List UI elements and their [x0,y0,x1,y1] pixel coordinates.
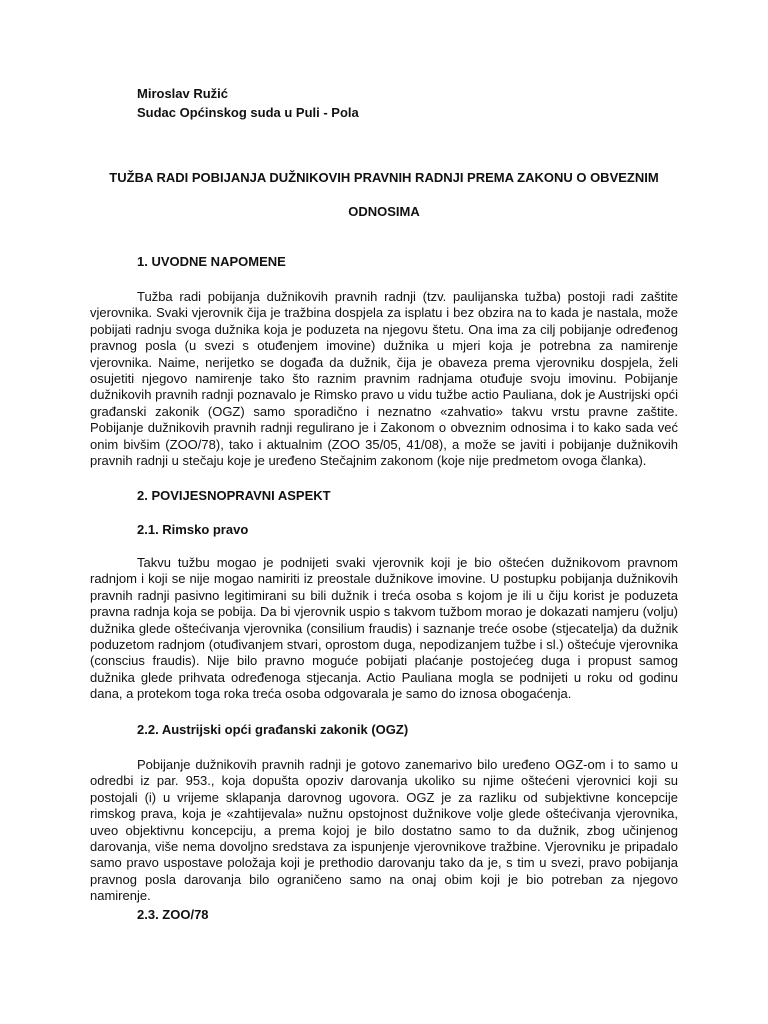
author-name: Miroslav Ružić [137,86,229,101]
section-2-1-heading: 2.1. Rimsko pravo [137,522,249,537]
document-title-line-2: ODNOSIMA [348,204,420,219]
section-2-2-heading: 2.2. Austrijski opći građanski zakonik (OGZ) [137,722,409,737]
section-2-heading: 2. POVIJESNOPRAVNI ASPEKT [137,488,331,503]
section-2-2-paragraph: Pobijanje dužnikovih pravnih radnji je gotovo zanemarivo bilo uređeno OGZ-om i to samo u odredbi iz par. 953., koja dopušta opoziv darovanja ukoliko su njime oštećeni vjerovnici koji su postojali (i) u vrijeme sklapanja darovnog ugovora. OGZ je za razliku od subjektivne koncepcije rimskog prava, koja je «zahtijevala» nužnu opstojnost dužnikove volje glede oštećivanja vjerovnika, uveo objektivnu koncepciju, a prema kojoj je bilo dostatno samo to da dužnik, zbog učinjenog darovanja, više nema dovoljno sredstava za ispunjenje vjerovnikove tražbine. Vjerovniku je pripadalo samo pravo uspostave položaja koji je prethodio darovanju tako da je, s tim u svezi, pravo pobijanja pravnog posla darovanja bilo ograničeno samo na onaj obim koji je bio potreban za njegovo namirenje. [90,757,678,904]
section-2-3-heading: 2.3. ZOO/78 [137,907,209,922]
document-title-line-1: TUŽBA RADI POBIJANJA DUŽNIKOVIH PRAVNIH RADNJI PREMA ZAKONU O OBVEZNIM [109,170,659,185]
author-position: Sudac Općinskog suda u Puli - Pola [137,105,359,120]
section-1-paragraph: Tužba radi pobijanja dužnikovih pravnih radnji (tzv. paulijanska tužba) postoji radi zaštite vjerovnika. Svaki vjerovnik čija je tražbina dospjela za isplatu i bez obzira na to kada je nastala, može pobijati radnju svoga dužnika koja je poduzeta na njegovu štetu. Ona ima za cilj pobijanje određenog pravnog posla (u svezi s otuđenjem imovine) dužnika u mjeri koja je potrebna za namirenje vjerovnika. Naime, nerijetko se događa da dužnik, čija je obaveza prema vjerovniku dospjela, želi osujetiti njegovo namirenje tako što raznim pravnim radnjama otuđuje svoju imovinu. Pobijanje dužnikovih pravnih radnji poznavalo je Rimsko pravo u vidu tužbe actio Pauliana, dok je Austrijski opći građanski zakonik (OGZ) samo sporadično i neznatno «zahvatio» takvu vrstu pravne zaštite. Pobijanje dužnikovih pravnih radnji regulirano je i Zakonom o obveznim odnosima i to kako sada već onim bivšim (ZOO/78), tako i aktualnim (ZOO 35/05, 41/08), a može se javiti i pobijanje dužnikovih pravnih radnji u stečaju koje je uređeno Stečajnim zakonom (koje nije predmetom ovoga članka). [90,289,678,469]
author-block [137,84,359,122]
section-1-heading: 1. UVODNE NAPOMENE [137,254,286,269]
section-2-1-paragraph: Takvu tužbu mogao je podnijeti svaki vjerovnik koji je bio oštećen dužnikovom pravnom radnjom i koji se nije mogao namiriti iz preostale dužnikove imovine. U postupku pobijanja dužnikovih pravnih radnji pasivno legitimirani su bili dužnik i treća osoba s kojom je ili u čiju korist je poduzeta pravna radnja koja se pobija. Da bi vjerovnik uspio s takvom tužbom morao je dokazati namjeru (volju) dužnika glede oštećivanja vjerovnika (consilium fraudis) i saznanje treće osobe (stjecatelja) da dužnik poduzetom radnjom (otuđivanjem stvari, oprostom duga, nepodizanjem tužbe i sl.) oštećuje vjerovnika (conscius fraudis). Nije bilo pravno moguće pobijati plaćanje postojećeg duga i propust samog dužnika glede prihvata određenoga stjecanja. Actio Pauliana mogla se podnijeti u roku od godinu dana, a protekom toga roka treća osoba odgovarala je samo do iznosa obogaćenja. [90,555,678,702]
